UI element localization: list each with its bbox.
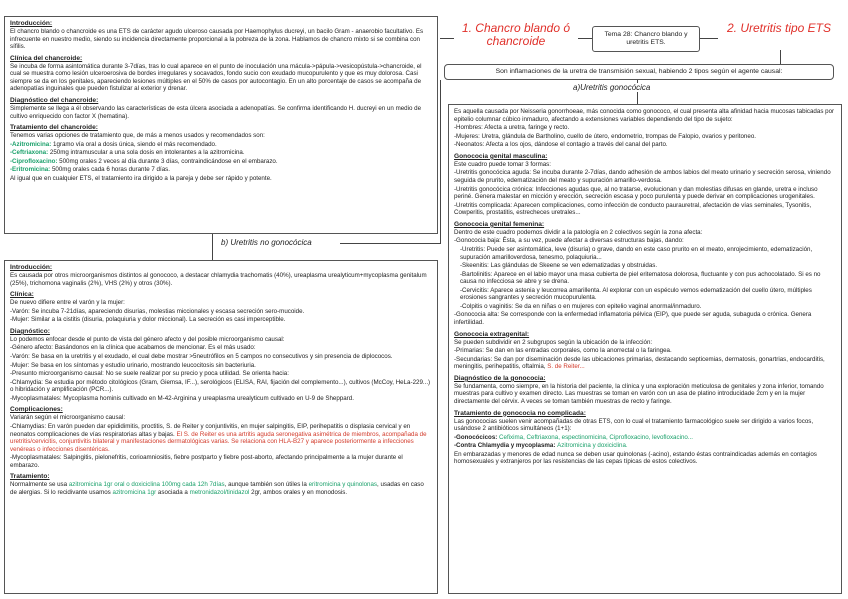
nongono-treat-title: Tratamiento: — [10, 473, 50, 481]
drug-dose: 500mg orales cada 6 horas durante 7 días. — [51, 166, 170, 174]
list-item: -Neonatos: Afecta a los ojos, dándose el contagio a través del canal del parto. — [454, 141, 668, 149]
connector-right-down — [780, 50, 781, 64]
list-item: -Varón: Se basa en la uretritis y el exudado, el cual debe mostrar >5neutrófilos en 5 campos no consecutivos y sin presencia de diplococos. — [10, 353, 393, 361]
comp-chlamydia-text: -Chlamydias: En varón pueden dar epididimitis, proctitis, S. de Reiter y conjuntivitis, en mujer salpingitis, EIP, perihepatitis o displasia cervical y en neonatos complicaciones de vías respiratorias altas y bajas. — [10, 423, 411, 438]
extra-secondary-text: -Secundarias: Se dan por diseminación desde las ubicaciones primarias, destacando septicemias, dermatosis, gonartrias, endocarditis, meningitis, perihepatitis, oftalmia, — [454, 355, 825, 371]
drug-name: Cefixima, Ceftriaxona, espectinomicina, Ciprofloxacino, levofloxacino... — [499, 433, 694, 441]
nongono-comp-myco: -Mycoplasmatales: Salpingitis, pielonefritis, corioamniositis, fiebre postparto y fiebre post-aborto, afectando principalmente a la mujer durante el embarazo. — [10, 454, 403, 469]
list-item: -Género afecto: Basándonos en la clínica que acabamos de mencionar. Es el más usado: — [10, 344, 256, 352]
gono-diag-text: Se fundamenta, como siempre, en la historia del paciente, la clínica y una exploración meticulosa de genitales y zona inferior, tomando muestras para cultivo y examen directo. Las muestras se toman en varón con un asa de platino introducidade 2cm y en la mujer directamente del cérvix. A veces se toman también muestras de recto y faringe. — [454, 382, 824, 405]
connector-b-up — [440, 80, 441, 244]
drug-name: azitromicina 1gr oral o doxiciclina 100mg cada 12h 7días — [68, 481, 225, 489]
chancroid-diag-text: Simplemente se llega a él observando las características de esta úlcera asociada a adenopatías. Se confirma identificando H. ducreyi en un medio de cultivo enriquecido con factor X (hematina). — [10, 105, 422, 120]
treat-text: Normalmente se usa — [10, 481, 69, 489]
connector-left — [440, 38, 454, 39]
label-nongonococcal: b) Uretritis no gonocócica — [218, 238, 315, 247]
gono-male-title: Gonococia genital masculina: — [454, 152, 548, 160]
nongono-diag-text: Lo podemos enfocar desde el punto de vista del género afecto y del posible microorganismo causal: — [10, 335, 285, 343]
gono-treat-intro: Las gonococias suelen venir acompañadas de otras ETS, con lo cual el tratamiento farmacológico suele ser dirigido a varios focos, usándose 2 antibióticos simultáneos (1+1): — [454, 417, 814, 433]
list-item: -Skeenitis: Las glándulas de Skeene se ven edematizadas y obstruidas. — [460, 262, 658, 270]
connector-topic-right — [700, 38, 718, 39]
drug-dose: 250mg intramuscular a una sola dosis en intolerantes a la azitromicina. — [49, 149, 245, 157]
nongono-clinic-title: Clínica: — [10, 291, 34, 299]
gono-box — [448, 104, 842, 594]
list-item: -Chlamydia: Se estudia por método citológicos (Gram, Giemsa, IF...), serológicos (ELISA, RAI, fijación del complemento...), cultivos (McCoy, HeLa-229...) o hibridación y amplificación (PCR...). — [10, 378, 431, 394]
drug-name: eritromicina y quinolonas — [308, 481, 378, 489]
treat-label: -Gonocócicos: — [454, 433, 500, 441]
urethritis-intro-box — [444, 64, 834, 80]
gono-treat-outro: En embarazadas y menores de edad nunca se deben usar quinolonas (-acino), estando éstas contraindicadas además en contagios homosexuales y extranjeros por las resistencias de las cepas típicas de estos colectivos. — [454, 450, 817, 466]
nongono-diag-title: Diagnóstico: — [10, 327, 50, 335]
branch-chancroid-label: 1. Chancro blando ó chancroide — [461, 21, 571, 49]
drug-name: azitromicina 1gr — [112, 488, 157, 496]
list-item: -Hombres: Afecta a uretra, faringe y recto. — [454, 124, 570, 132]
list-item: -Mujer: Se basa en los síntomas y estudio urinario, mostrando leucocitosis sin bacteriuria. — [10, 361, 256, 369]
gono-extra-title: Gonococia extragenital: — [454, 330, 530, 338]
nongono-clinic-woman: -Mujer: Similar a la cistitis (disuria, polaquiuria y dolor miccional). La secreción es casi imperceptible. — [10, 316, 286, 324]
gono-extra-secondary — [454, 356, 836, 371]
reiter-note: El S. de Reiter es una artritis aguda seronegativa asimétrica de miembros, acompañada de uretritis/cervicitis, conjuntivitis bilateral y manifestaciones dermatológicas varias. Se relaciona con HLA-B27 y aparece posteriormente a infecciones venéreas o infecciones disentéricas. — [10, 430, 427, 453]
gono-intro-text: Es aquella causada por Neisseria gonorrhoeae, más conocida como gonococo, el cual presenta alta afinidad hacia mucosas tabicadas por epitelio columnar cúbico inmaduro, afectando a extensiones variables dependiendo del tipo de sujeto: — [454, 108, 835, 123]
chancroid-box — [4, 16, 438, 234]
list-item: -Gonococia baja: Ésta, a su vez, puede afectar a diversas estructuras bajas, dando: — [454, 237, 684, 245]
chancroid-intro-title: Introducción: — [10, 20, 53, 27]
nongono-box — [4, 260, 438, 594]
drug-name: Azitromicina y doxiciclina. — [557, 442, 628, 450]
drug-item — [10, 166, 432, 174]
gono-male-intro: Este cuadro puede tomar 3 formas: — [454, 160, 551, 168]
topic-box — [592, 26, 700, 52]
reiter-note: S. de Reiter... — [547, 363, 585, 371]
chancroid-intro-text: El chancro blando o chancroide es una ETS de carácter agudo ulceroso causada por Haemophylus ducreyi, un bacilo Gram - anaerobio facultativo. Es infrecuente en nuestro medio, siendo su incidencia directamente proporcional a la pobreza de la zona. Hablamos de chancro mixto si se combina con sífilis. — [10, 28, 424, 51]
nongono-comp-title: Complicaciones: — [10, 406, 63, 414]
gono-female-title: Gonococia genital femenina: — [454, 220, 545, 228]
list-item: -Colpitis o vaginitis: Se da en niñas o en mujeres con epitelio vaginal anormal/inmaduro. — [460, 302, 702, 310]
nongono-intro-title: Introducción: — [10, 264, 53, 271]
connector-b-right — [340, 243, 440, 244]
drug-name: metronidazol/tinidazol — [189, 488, 250, 496]
gono-diag-title: Diagnóstico de la gonococia: — [454, 374, 546, 382]
treat-label: -Contra Chlamydia y mycoplasma: — [454, 442, 558, 450]
list-item: -Uretritis: Puede ser asintomática, leve (disuria) o grave, dando en este caso prurito en el meato, enrojecimiento, edematización, supuración amarilloverdosa, tenesmo, polaquiuria... — [460, 245, 813, 261]
gono-extra-primary: -Primarias: Se dan en las entradas corporales, como la anorrectal o la faringea. — [454, 347, 672, 355]
topic-title: Tema 28: Chancro blando y uretritis ETS. — [604, 31, 688, 47]
list-item: -Uretritis complicada: Aparecen complicaciones, como infección de conducto paurauretral, afectación de vías seminales, Tysonitis, Cowperitis, prostatitis, estrecheces uretrales... — [454, 201, 812, 217]
nongono-intro-text: Es causada por otros microorganismos distintos al gonococo, a destacar chlamydia trachomatis (40%), ureaplasma urealyticum+mycoplasma genitalum (25%), trichomona vaginalis (2%), VHS (2%) y otros (30%). — [10, 272, 427, 287]
chancroid-diag-title: Diagnóstico del chancroide: — [10, 97, 99, 104]
gono-treat-title: Tratamiento de gonococia no complicada: — [454, 409, 586, 417]
list-item: -Uretritis gonocócica crónica: Infecciones agudas que, al no tratarse, evolucionan y dan molestias difusas en glande, uretra e incluso periné. Genera malestar en micción y erección, secreción escasa y poco purulenta y puede derivar en complicaciones urogenitales. — [454, 185, 818, 201]
urethritis-intro: Son inflamaciones de la uretra de transmisión sexual, habiendo 2 tipos según el agente causal: — [495, 68, 783, 75]
gono-treat-gonococcal — [454, 434, 836, 442]
drug-name: -Ciprofloxacino: — [10, 157, 58, 165]
drug-dose: 1gramo vía oral a dosis única, siendo el más recomendado. — [53, 140, 217, 148]
nongono-clinic-man: -Varón: Se incuba 7-21días, apareciendo disurias, molestias miccionales y escasa secreción sero-mucoide. — [10, 307, 305, 315]
drug-item — [10, 149, 432, 157]
chancroid-treat-title: Tratamiento del chancroide: — [10, 124, 98, 132]
nongono-comp-chlamydia — [10, 423, 432, 453]
drug-item — [10, 158, 432, 166]
treat-text: 2gr, ambos orales y en monodosis. — [249, 488, 348, 496]
drug-dose: 500mg orales 2 veces al día durante 3 días, contraindicándose en el embarazo. — [59, 157, 278, 165]
branch-urethritis-label: 2. Uretritis tipo ETS — [726, 21, 832, 35]
drug-name: -Eritromicina: — [10, 166, 51, 174]
connector-b-left — [212, 234, 213, 260]
list-item: -Bartolinitis: Aparece en el labio mayor una masa cubierta de piel eritematosa dolorosa, fluctuante y con pus achocolatado. Si es no causa no infecciosa se abre y se drena. — [460, 270, 821, 286]
list-item: -Cervicitis: Aparece astenia y leucorrea amarillenta. Al explorar con un espéculo vemos edematización del cuello útero, múltiples erosiones sangrantes y secreción mucopurulenta. — [460, 286, 812, 302]
treat-text: , aunque también son útiles la — [224, 481, 309, 489]
nongono-clinic-text: De nuevo difiere entre el varón y la mujer: — [10, 299, 125, 307]
drug-name: -Ceftriaxona: — [10, 149, 49, 157]
chancroid-treat-outro: Al igual que en cualquier ETS, el tratamiento ira dirigido a la pareja y debe ser rápido y potente. — [10, 175, 272, 182]
list-item: -Uretritis gonocócica aguda: Se incuba durante 2-7días, dando adhesión de ambos labios del meato urinario y secreción serosa, viniendo seguida de prurito, edematización del meato y supuración amarillo-verdosa. — [454, 169, 831, 184]
drug-item — [10, 141, 432, 149]
treat-text: asociada a — [156, 488, 190, 496]
list-item: -Gonococia alta: Se corresponde con la enfermedad inflamatoria pélvica (EIP), que puede ser aguda, subaguda o crónica. Genera infertilidad. — [454, 311, 812, 326]
list-item: -Mujeres: Uretra, glándula de Bartholino, cuello de útero, endometrio, trompas de Falopio, ovarios y peritoneo. — [454, 132, 756, 140]
list-item: -Presunto microorganismo causal: No se suele realizar por su precio y poca utilidad. Se orienta hacia: — [10, 370, 289, 378]
gono-treat-chlamydia — [454, 442, 836, 450]
nongono-comp-text: Variarán según el microorganismo causal: — [10, 414, 126, 422]
connector-topic-left — [578, 38, 592, 39]
label-gonococcal: a)Uretritis gonocócica — [570, 83, 653, 92]
gono-extra-intro: Se pueden subdividir en 2 subgrupos según la ubicación de la infección: — [454, 338, 653, 346]
drug-name: -Azitromicina: — [10, 140, 52, 148]
gono-female-intro: Dentro de este cuadro podemos dividir a la patología en 2 colectivos según la zona afecta: — [454, 228, 703, 236]
treat-text: , usadas en caso de alergias. Si lo recidivante usamos — [10, 481, 424, 496]
list-item: -Mycoplasmatales: Mycoplasma hominis cultivado en M-42-Arginina y ureaplasma urealyticum cultivado en U-9 de Sheppard. — [10, 394, 354, 402]
nongono-treat-text — [10, 481, 432, 496]
chancroid-clinic-text: Se incuba de forma asintomática durante 3-7días, tras lo cual aparece en el punto de inoculación una mácula->pápula->vesicopústula->chancroide, el cual se muestra como lesión ulceroerosiva de bordes irregulares y socavados, fondo sucio con exudado mucopurulento y que es muy dolorosa. Casi siempre se da en los genitales, apareciendo lesiones múltiples en el 50% de casos por autocontagio. En un alto porcentaje de casos se acompaña de adenopatías inguinales que pueden fistulizar al exterior y drenar. — [10, 62, 422, 93]
chancroid-treat-intro: Tenemos varias opciones de tratamiento que, de más a menos usados y recomendados son: — [10, 132, 265, 140]
chancroid-clinic-title: Clínica del chancroide: — [10, 54, 83, 62]
